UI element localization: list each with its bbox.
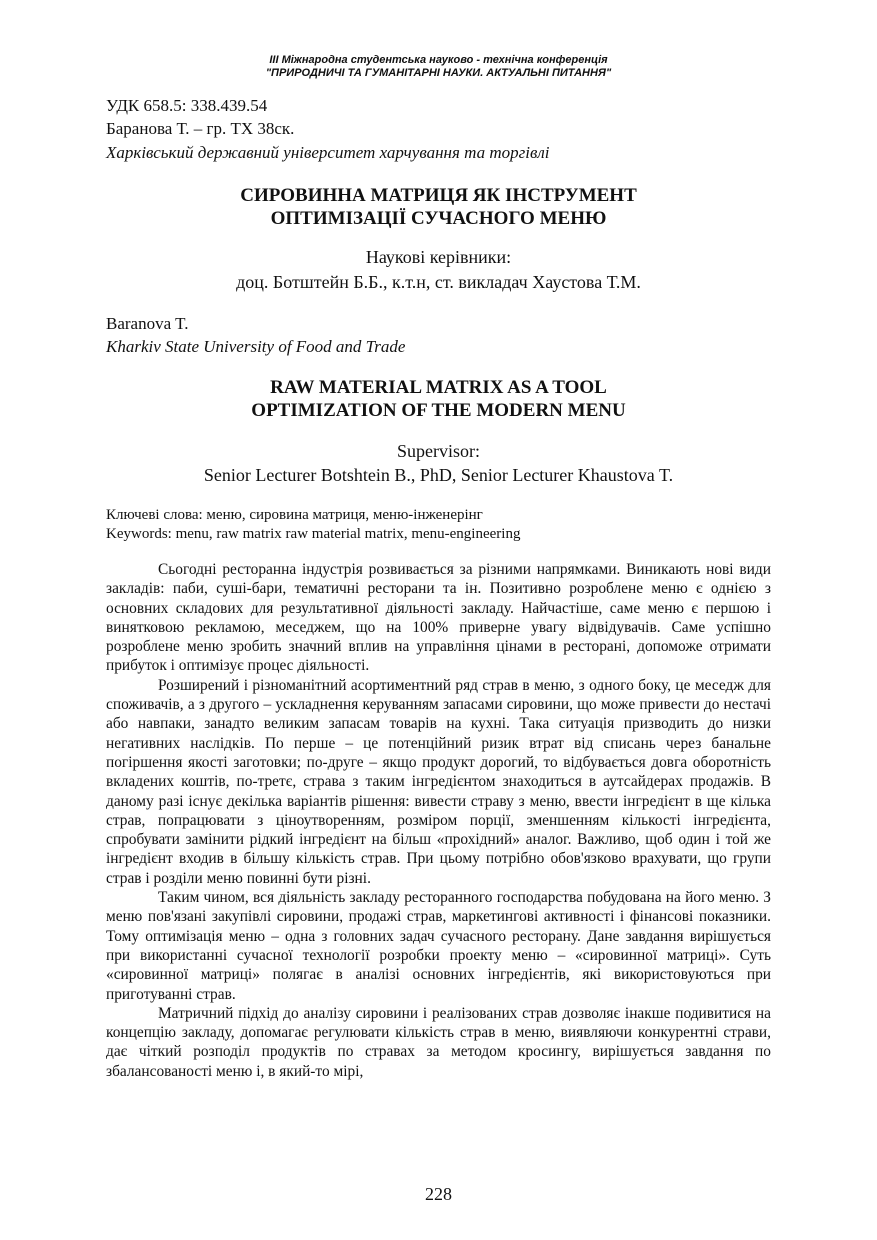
conference-header-line1: III Міжнародна студентська науково - технічна конференція: [269, 54, 608, 66]
supervisors-en-names: Senior Lecturer Botshtein B., PhD, Senior Lecturer Khaustova T.: [203, 465, 674, 485]
title-ua-line1: СИРОВИННА МАТРИЦЯ ЯК ІНСТРУМЕНТ: [240, 185, 637, 206]
udk-code: УДК 658.5: 338.439.54: [106, 96, 268, 115]
supervisors-en-label: Supervisor:: [397, 441, 480, 461]
body-text: [106, 560, 771, 1081]
supervisors-ua-label: Наукові керівники:: [365, 247, 512, 267]
institution-en: Kharkiv State University of Food and Trade: [106, 337, 406, 356]
conference-header-line2: "ПРИРОДНИЧІ ТА ГУМАНІТАРНІ НАУКИ. АКТУАЛЬНІ ПИТАННЯ": [265, 67, 612, 79]
keywords-ua: Ключеві слова: меню, сировина матриця, меню-інженерінг: [106, 507, 483, 523]
title-en-line2: OPTIMIZATION OF THE MODERN MENU: [251, 400, 626, 421]
title-en-line1: RAW MATERIAL MATRIX AS A TOOL: [270, 377, 607, 398]
keywords-en: Keywords: menu, raw matrix raw material matrix, menu-engineering: [106, 526, 521, 542]
title-ua-line2: ОПТИМІЗАЦІЇ СУЧАСНОГО МЕНЮ: [270, 208, 607, 229]
institution-ua: Харківський державний університет харчування та торгівлі: [106, 143, 550, 162]
paragraph: Розширений і різноманітний асортиментний ряд страв в меню, з одного боку, це меседж для споживачів, а з другого – ускладнення керуванням запасами сировини, що може привести до нестачі або навпаки, занадто великим запасам товарів на кухні. Така ситуація призводить до низки негативних наслідків. По перше – це потенційний ризик втрат від списань через банальне погіршення якості заготовки; по-друге – якщо продукт дорогий, то відбувається довга оборотність вкладених коштів, по-третє, страва з таким інгредієнтом знаходиться в аутсайдерах продажів. В даному разі існує декілька варіантів рішення: вивести страву з меню, ввести інгредієнт в ще кілька страв, попрацювати з ціноутворенням, розміром порції, зменшенням кількості інгредієнта, спробувати замінити рідкий інгредієнт на більш «прохідний» аналог. Важливо, щоб один і той же інгредієнт входив в більшу кількість страв. При цьому потрібно обов'язково врахувати, що групи страв і розділи меню повинні бути різні.: [106, 676, 771, 887]
paragraph: Таким чином, вся діяльність закладу ресторанного господарства побудована на його меню. З меню пов'язані закупівлі сировини, продажі страв, маркетингові активності і фінансові показники. Тому оптимізація меню – одна з головних задач сучасного ресторану. Дане завдання вирішується при використанні сучасної технології розробки проекту меню – «сировинної матриці». Суть «сировинної матриці» полягає в аналізі основних інгредієнтів, які використовуються при приготуванні страв.: [106, 889, 771, 1003]
paragraph: Матричний підхід до аналізу сировини і реалізованих страв дозволяє інакше подивитися на концепцію закладу, допомагає регулювати кількість страв в меню, виявляючи конкурентні страви, дає чіткий розподіл продуктів по стравах за методом кросингу, вирішується завдання по збалансованості меню і, в який-то мірі,: [106, 1004, 771, 1080]
page-number: 228: [425, 1184, 452, 1204]
supervisors-ua-names: доц. Ботштейн Б.Б., к.т.н, ст. викладач Хаустова Т.М.: [236, 272, 641, 292]
author-ua: Баранова Т. – гр. ТХ 38ск.: [106, 119, 295, 138]
author-en: Baranova T.: [106, 314, 189, 333]
paragraph: Сьогодні ресторанна індустрія розвивається за різними напрямками. Виникають нові види закладів: паби, суші-бари, тематичні ресторани та ін. Позитивно розроблене меню є однією з основних складових для результативної діяльності закладу. Найчастіше, саме меню є першою і винятковою рекламою, меседжем, що на 100% приверне увагу відвідувачів. Саме успішно розроблене меню зробить значний вплив на управління цінами в ресторані, допоможе отримати прибуток і оптимізує процес діяльності.: [106, 561, 771, 675]
